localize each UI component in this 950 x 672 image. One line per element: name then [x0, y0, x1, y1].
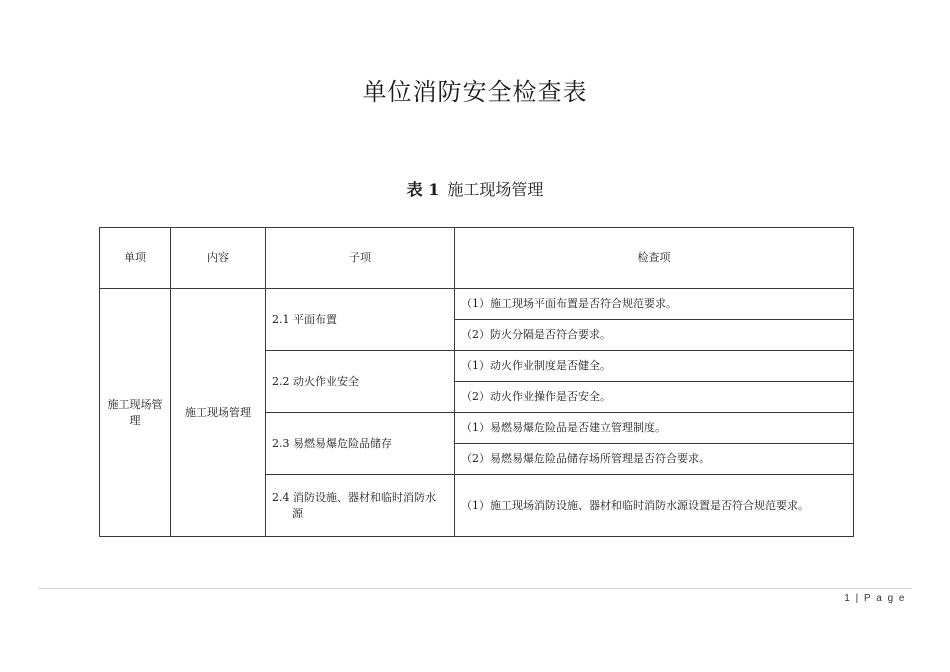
- footer-divider: [38, 588, 912, 589]
- sub-item-label-line2: 源: [292, 506, 303, 520]
- sub-item-cell: 2.1 平面布置: [266, 289, 455, 351]
- table-name: 施工现场管理: [447, 180, 544, 199]
- document-title: 单位消防安全检查表: [362, 78, 588, 106]
- page-number: 1 | P a g e: [844, 593, 906, 604]
- content-cell: 施工现场管理: [171, 289, 266, 537]
- check-item-cell: （2）防火分隔是否符合要求。: [455, 320, 854, 351]
- check-item-cell: （1）施工现场消防设施、器材和临时消防水源设置是否符合规范要求。: [455, 475, 854, 537]
- sub-item-cell: 2.3 易燃易爆危险品储存: [266, 413, 455, 475]
- sub-item-cell: [266, 475, 455, 537]
- table-row: [100, 289, 854, 320]
- check-item-cell: （1）易燃易爆危险品是否建立管理制度。: [455, 413, 854, 444]
- header-check-item: 检查项: [455, 228, 854, 289]
- check-item-cell: （1）动火作业制度是否健全。: [455, 351, 854, 382]
- check-item-cell: （2）动火作业操作是否安全。: [455, 382, 854, 413]
- single-item-cell: 施工现场管理: [100, 289, 171, 537]
- inspection-table: [99, 227, 854, 537]
- table-header-row: [100, 228, 854, 289]
- header-content: 内容: [171, 228, 266, 289]
- header-single-item: 单项: [100, 228, 171, 289]
- check-item-cell: （1）施工现场平面布置是否符合规范要求。: [455, 289, 854, 320]
- sub-item-cell: 2.2 动火作业安全: [266, 351, 455, 413]
- header-sub-item: 子项: [266, 228, 455, 289]
- table-number: 表 1: [406, 180, 440, 199]
- table-caption: [0, 178, 950, 202]
- check-item-cell: （2）易燃易爆危险品储存场所管理是否符合要求。: [455, 444, 854, 475]
- sub-item-label-line1: 2.4 消防设施、器材和临时消防水: [272, 490, 436, 504]
